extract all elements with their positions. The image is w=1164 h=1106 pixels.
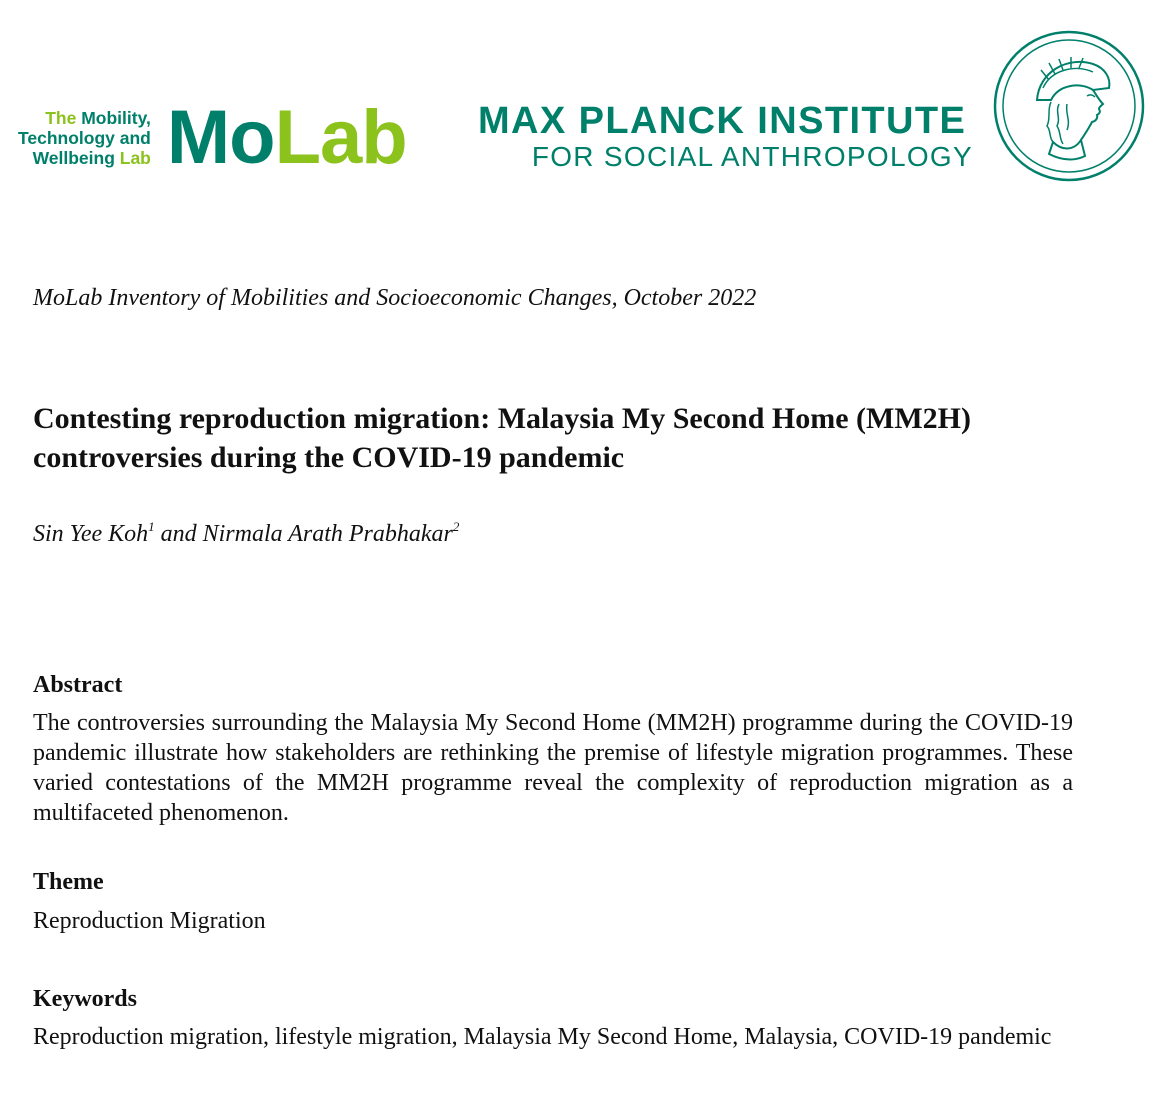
keywords-heading: Keywords [33,986,137,1012]
author-list [33,512,459,549]
abstract-heading: Abstract [33,672,123,698]
keywords-text: Reproduction migration, lifestyle migration, Malaysia My Second Home, Malaysia, COVID-19 pandemic [33,1024,1052,1050]
molab-tagline-line: Technology and [18,128,151,148]
molab-wordmark: MoLab [166,95,407,180]
series-line: MoLab Inventory of Mobilities and Socioeconomic Changes, October 2022 [33,285,757,311]
molab-tagline-line: The Mobility, [45,108,151,128]
mpi-logo-text [478,100,973,172]
molab-tagline [18,108,151,168]
mpi-name: MAX PLANCK INSTITUTE [478,100,967,142]
author-affiliation-mark: 2 [452,519,460,534]
author-name: Nirmala Arath Prabhakar [202,521,453,547]
molab-logo [18,95,407,180]
molab-tagline-line: Wellbeing Lab [32,148,151,168]
theme-text: Reproduction Migration [33,908,266,934]
theme-heading: Theme [33,869,104,895]
author-connector: and [154,521,203,547]
mpi-subtitle: FOR SOCIAL ANTHROPOLOGY [531,141,973,172]
minerva-head-seal-icon [993,30,1145,182]
author-name: Sin Yee Koh [33,521,149,547]
paper-title: Contesting reproduction migration: Malaysia My Second Home (MM2H) controversies during the COVID-19 pandemic [33,402,971,474]
abstract-text: The controversies surrounding the Malaysia My Second Home (MM2H) programme during the COVID-19 pandemic illustrate how stakeholders are rethinking the premise of lifestyle migration programmes. These varied contestations of the MM2H programme reveal the complexity of reproduction migration as a multifaceted phenomenon. [33,710,1073,826]
author-affiliation-mark: 1 [148,519,155,534]
